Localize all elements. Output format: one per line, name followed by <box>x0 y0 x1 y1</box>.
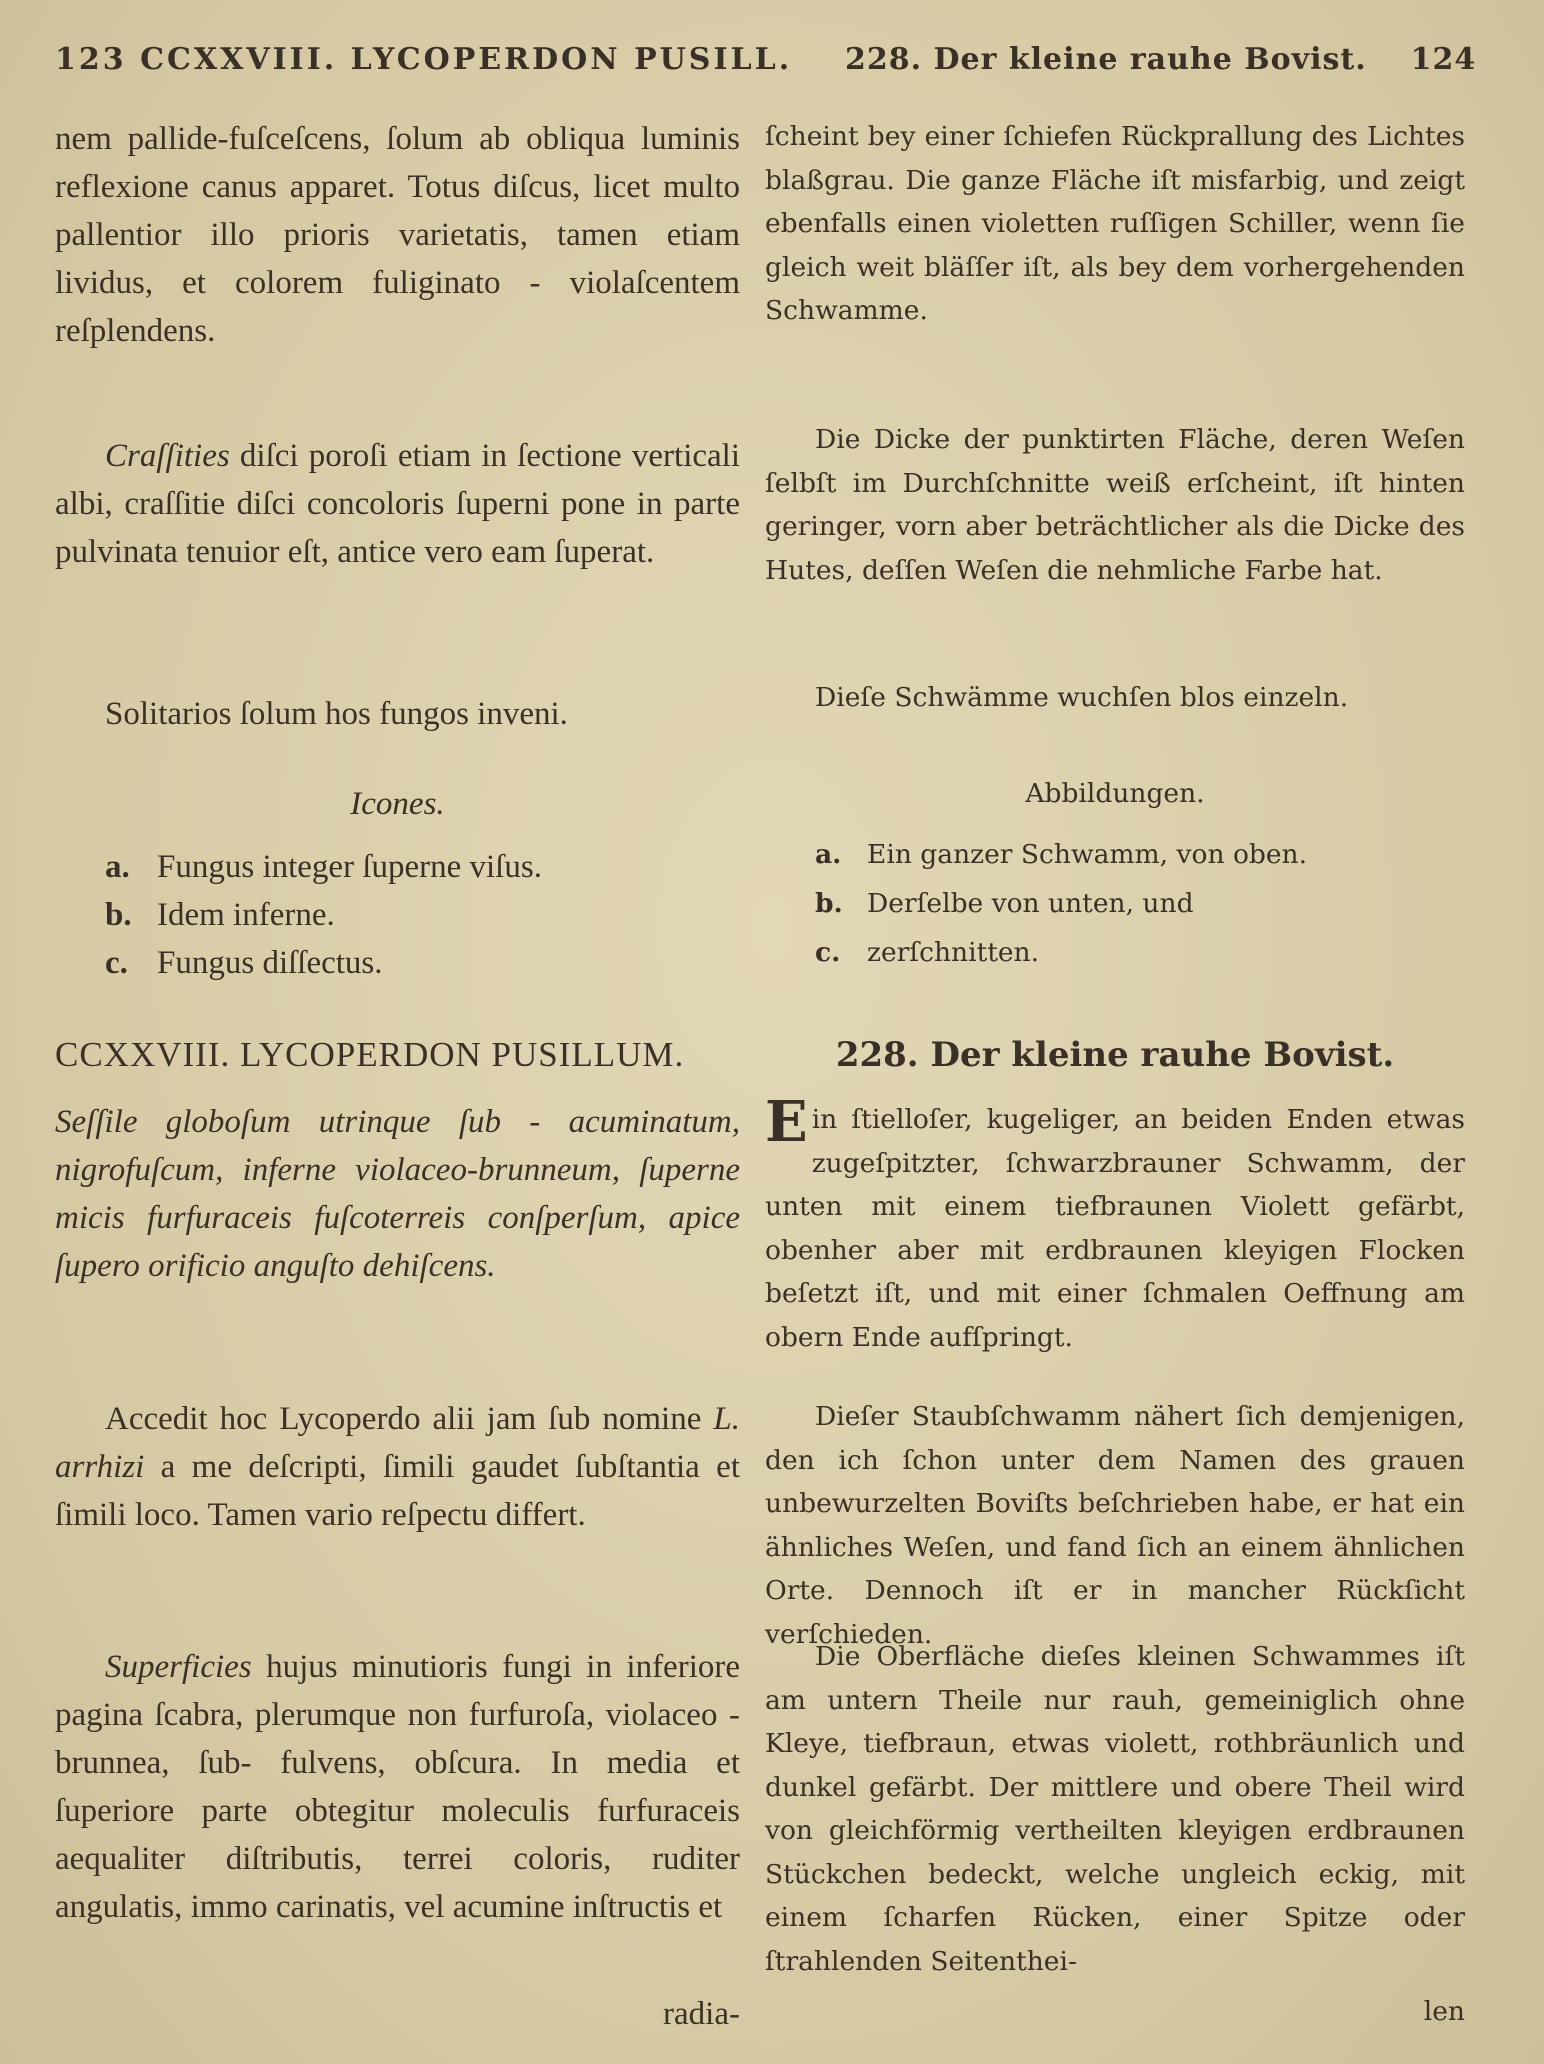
list-item <box>105 843 740 891</box>
list-item <box>105 939 740 987</box>
item-label: b. <box>105 897 132 933</box>
right-section-title-wrap <box>765 1035 1465 1075</box>
left-body <box>55 115 740 355</box>
left-paragraph-4 <box>55 1395 740 1539</box>
left-paragraph-3-wrap <box>55 690 740 738</box>
right-paragraph-1: ſcheint bey einer ſchiefen Rückprallung des Lichtes blaßgrau. Die ganze Fläche iſt misfarbig, und zeigt ebenfalls einen violetten ruſſigen Schiller, wenn ſie gleich weit bläſſer iſt, als bey dem vorhergehenden Schwamme. <box>765 121 1465 326</box>
item-text: Idem inferne. <box>157 897 335 933</box>
text-part-italic: L. arrhizi <box>55 1401 740 1485</box>
item-label: c. <box>815 937 841 968</box>
list-item <box>105 891 740 939</box>
text-part: Accedit hoc Lycoperdo alii jam ſub nomine <box>105 1401 714 1437</box>
item-label: c. <box>105 945 128 981</box>
left-paragraph-2 <box>55 432 740 576</box>
right-paragraph-2: Die Dicke der punktirten Fläche, deren Weſen ſelbſt im Durchſchnitte weiß erſcheint, iſt hinten geringer, vorn aber beträchtlicher als die Dicke des Hutes, deſſen Weſen die nehmliche Farbe hat. <box>765 424 1465 586</box>
right-paragraph-4-wrap <box>765 1395 1465 1656</box>
right-paragraph-5: Die Oberfläche dieſes kleinen Schwammes iſt am untern Theile nur rauh, gemeiniglich ohne Kleye, tiefbraun, etwas violett, rothbräunlich und dunkel gefärbt. Der mittlere und obere Theil wird von gleichförmig vertheilten kleyigen erdbraunen Stückchen bedeckt, welche ungleich eckig, mit einem ſcharfen Rücken, einer Spitze oder ſtrahlenden Seitenthei- <box>765 1641 1465 1977</box>
left-paragraph-2-label: Craſſities <box>105 438 230 474</box>
left-paragraph-2-wrap <box>55 432 740 576</box>
left-section-title-wrap <box>55 1035 740 1075</box>
left-paragraph-2-text: diſci poroſi etiam in ſectione verticali albi, craſſitie diſci concoloris ſuperni pone in parte pulvinata tenuior eſt, antice vero eam ſuperat. <box>55 438 740 570</box>
list-item <box>815 879 1465 928</box>
left-paragraph-5 <box>55 1643 740 1931</box>
left-diagnosis-wrap <box>55 1098 740 1290</box>
left-paragraph-3: Solitarios ſolum hos fungos inveni. <box>105 696 568 732</box>
left-section-title: CCXXVIII. LYCOPERDON PUSILLUM. <box>55 1035 685 1074</box>
right-paragraph-3: Dieſe Schwämme wuchſen blos einzeln. <box>815 682 1349 713</box>
text-part: hujus minutioris fungi in inferiore pagina ſcabra, plerumque non furfuroſa, violaceo - brunnea, ſub- fulvens, obſcura. In media et ſuperiore parte obtegitur moleculis furfuraceis aequaliter diſtributis, terrei coloris, ruditer angulatis, immo carinatis, vel acumine inſtructis et <box>55 1649 740 1925</box>
header-title: 228. Der kleine rauhe Bovist. <box>845 42 1367 77</box>
right-diagnosis-wrap <box>765 1089 1465 1359</box>
right-figures-list <box>815 830 1465 977</box>
right-diagnosis <box>765 1089 1465 1359</box>
left-paragraph-1: nem pallide-fuſceſcens, ſolum ab obliqua luminis reflexione canus apparet. Totus diſcus, licet multo pallentior illo prioris varietatis, tamen etiam lividus, et colorem fuliginato - violaſcentem reſplendens. <box>55 121 740 349</box>
item-text: Fungus integer ſuperne viſus. <box>157 849 542 885</box>
right-paragraph-2-wrap <box>765 418 1465 592</box>
item-label: a. <box>105 849 130 885</box>
page-number: 124 <box>1410 42 1477 77</box>
right-paragraph-4: Dieſer Staubſchwamm nähert ſich demjenigen, den ich ſchon unter dem Namen des grauen unbewurzelten Boviſts beſchrieben habe, er hat ein ähnliches Weſen, und fand ſich an einem ähnlichen Orte. Dennoch iſt er in mancher Rückſicht verſchieden. <box>765 1401 1465 1650</box>
right-figures-list-wrap <box>815 830 1465 977</box>
diagnosis-text: in ſtielloſer, kugeliger, an beiden Enden etwas zugeſpitzter, ſchwarzbrauner Schwamm, der unten mit einem tiefbraunen Violett gefärbt, obenher aber mit erdbraunen kleyigen Flocken beſetzt iſt, und mit einer ſchmalen Oeffnung am obern Ende aufſpringt. <box>765 1104 1465 1353</box>
list-item <box>815 928 1465 977</box>
list-item <box>815 830 1465 879</box>
item-text: Derſelbe von unten, und <box>867 888 1194 919</box>
left-icones-wrap <box>55 780 740 828</box>
left-diagnosis: Seſſile globoſum utrinque ſub - acuminatum, nigrofuſcum, inferne violaceo-brunneum, ſuperne micis furfuraceis fuſcoterreis conſperſum, apice ſupero orificio anguſto dehiſcens. <box>55 1104 740 1284</box>
left-running-header: 123 CCXXVIII. LYCOPERDON PUSILL. <box>55 42 793 77</box>
right-catchword: len <box>1423 1996 1465 2027</box>
left-catchword: radia- <box>663 1996 740 2032</box>
item-label: b. <box>815 888 843 919</box>
right-paragraph-1-wrap <box>765 115 1465 333</box>
item-text: zerſchnitten. <box>867 937 1040 968</box>
text-part: a me deſcripti, ſimili gaudet ſubſtantia et ſimili loco. Tamen vario reſpectu differt. <box>55 1449 740 1533</box>
left-icones-title: Icones. <box>350 786 445 822</box>
right-paragraph-3-wrap <box>765 676 1465 720</box>
text-label-italic: Superficies <box>105 1649 252 1685</box>
drop-cap: E <box>765 1089 808 1155</box>
right-catchword-wrap <box>765 1990 1465 2034</box>
right-paragraph-5-wrap <box>765 1635 1465 1983</box>
right-figures-title: Abbildungen. <box>1025 778 1205 809</box>
left-icones-list <box>105 843 740 987</box>
right-figures-title-wrap <box>765 772 1465 816</box>
left-catchword-wrap <box>55 1990 740 2038</box>
item-text: Ein ganzer Schwamm, von oben. <box>867 839 1308 870</box>
item-label: a. <box>815 839 842 870</box>
left-paragraph-5-wrap <box>55 1643 740 1931</box>
left-paragraph-4-wrap <box>55 1395 740 1539</box>
item-text: Fungus diſſectus. <box>157 945 383 981</box>
right-section-title: 228. Der kleine rauhe Bovist. <box>835 1035 1395 1075</box>
left-icones-list-wrap <box>105 843 740 987</box>
right-running-header <box>845 42 1476 77</box>
